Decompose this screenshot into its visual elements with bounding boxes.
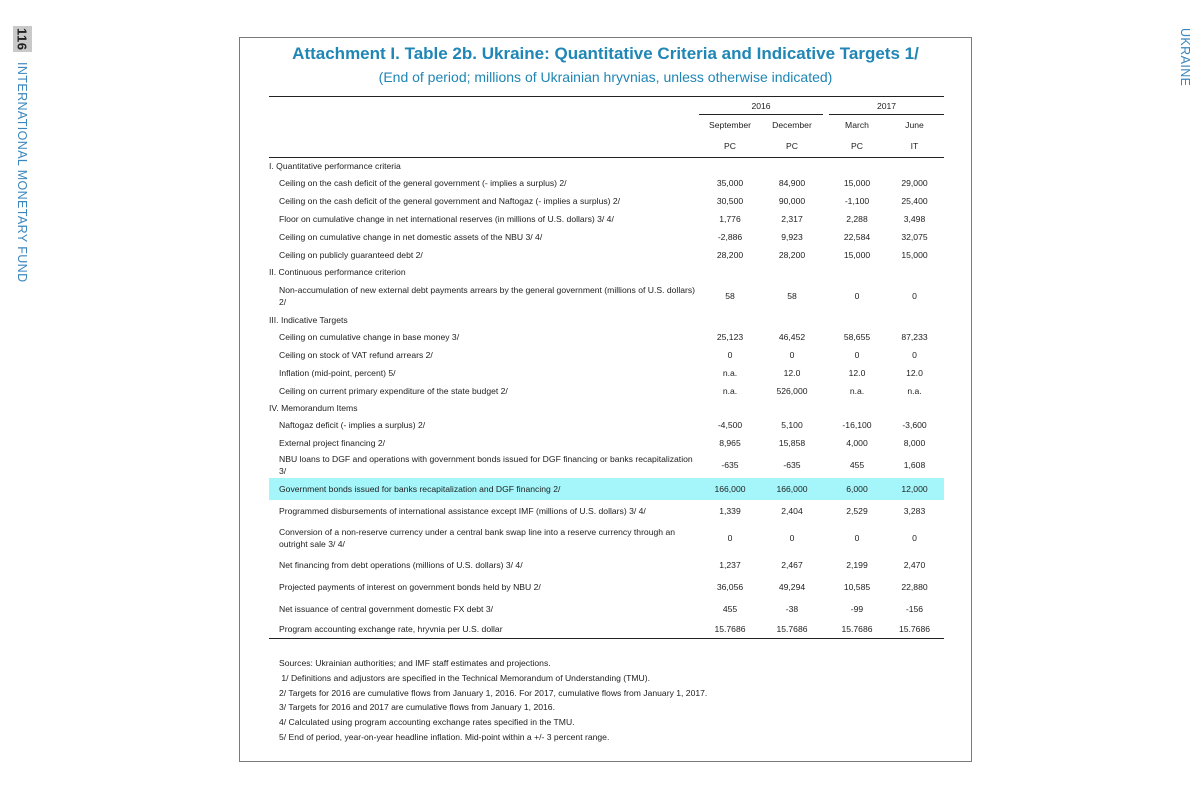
running-head-right: UKRAINE — [1178, 28, 1192, 87]
cell-value: 15,000 — [901, 250, 928, 260]
row-label: Naftogaz deficit (- implies a surplus) 2/ — [279, 420, 426, 430]
row-label: Ceiling on current primary expenditure of the state budget 2/ — [279, 386, 508, 396]
row-label: Government bonds issued for banks recapitalization and DGF financing 2/ — [269, 478, 699, 500]
header-status: IT — [885, 135, 944, 158]
cell-value: -38 — [785, 604, 799, 614]
table-row — [269, 210, 944, 228]
row-label: Ceiling on stock of VAT refund arrears 2/ — [279, 350, 433, 360]
cell-value: 0 — [912, 533, 917, 543]
cell-value: 15.7686 — [761, 620, 823, 639]
cell-value: 0 — [854, 291, 860, 301]
cell-value: 2,288 — [846, 214, 868, 224]
cell-value: 2,199 — [846, 560, 868, 570]
footnote: 4/ Calculated using program accounting exchange rates specified in the TMU. — [279, 717, 575, 728]
running-head-left: INTERNATIONAL MONETARY FUND — [15, 62, 29, 284]
cell-value: 0 — [789, 350, 795, 360]
table-row — [269, 576, 944, 598]
cell-value: n.a. — [849, 386, 865, 396]
cell-value: -4,500 — [717, 420, 743, 430]
cell-value: 2,529 — [846, 506, 868, 516]
cell-value: 8,965 — [719, 438, 741, 448]
table-title: Attachment I. Table 2b. Ukraine: Quantitative Criteria and Indicative Targets 1/ — [292, 44, 919, 63]
footnote: 2/ Targets for 2016 are cumulative flows from January 1, 2016. For 2017, cumulative flows from January 1, 2017. — [279, 687, 708, 698]
table-row — [269, 522, 944, 554]
header-years-row — [269, 97, 944, 115]
cell-value: 58 — [787, 291, 797, 301]
cell-value: 166,000 — [761, 478, 823, 500]
row-label: Net issuance of central government domestic FX debt 3/ — [279, 604, 493, 614]
cell-value: 8,000 — [903, 438, 926, 448]
footnote: 3/ Targets for 2016 and 2017 are cumulative flows from January 1, 2016. — [279, 702, 555, 713]
cell-value: 0 — [912, 291, 917, 301]
cell-value: 0 — [789, 533, 795, 543]
cell-value: 87,233 — [901, 332, 928, 342]
page-number: 116 — [14, 28, 30, 51]
cell-value: 15.7686 — [885, 620, 944, 639]
cell-value: 25,123 — [716, 332, 744, 342]
cell-value: 58,655 — [843, 332, 871, 342]
table-row — [269, 246, 944, 264]
section-heading: I. Quantitative performance criteria — [269, 161, 401, 171]
cell-value: 25,400 — [901, 196, 928, 206]
cell-value: 22,880 — [901, 582, 928, 592]
cell-value: 0 — [854, 533, 860, 543]
header-status-row — [269, 135, 944, 158]
cell-value: 455 — [722, 604, 738, 614]
cell-value: n.a. — [722, 368, 738, 378]
cell-value: 32,075 — [901, 232, 928, 242]
row-label: Floor on cumulative change in net international reserves (in millions of U.S. dollars) 3/ 4/ — [279, 214, 614, 224]
cell-value: 2,467 — [781, 560, 803, 570]
row-label: Conversion of a non-reserve currency under a central bank swap line into a reserve currency through an outright sale 3/ 4/ — [279, 527, 676, 549]
table-subtitle: (End of period; millions of Ukrainian hryvnias, unless otherwise indicated) — [378, 69, 833, 85]
cell-value: 10,585 — [843, 582, 871, 592]
row-label: Ceiling on cumulative change in base money 3/ — [279, 332, 460, 342]
header-status: PC — [699, 135, 761, 158]
row-label: Ceiling on the cash deficit of the general government and Naftogaz (- implies a surplus) 2/ — [279, 196, 621, 206]
table-row — [269, 434, 944, 452]
header-month: March — [845, 120, 869, 130]
cell-value: -156 — [905, 604, 924, 614]
table-row-highlighted — [269, 478, 944, 500]
cell-value: -1,100 — [844, 196, 870, 206]
cell-value: 15.7686 — [699, 620, 761, 639]
table-row — [269, 328, 944, 346]
table-row — [269, 192, 944, 210]
cell-value: 58 — [725, 291, 735, 301]
sources-note: Sources: Ukrainian authorities; and IMF staff estimates and projections. — [279, 658, 551, 668]
footnote: 1/ Definitions and adjustors are specified in the Technical Memorandum of Understanding (TMU). — [279, 672, 650, 683]
table-row — [269, 416, 944, 434]
table-row — [269, 554, 944, 576]
cell-value: 84,900 — [778, 178, 806, 188]
cell-value: 28,200 — [778, 250, 806, 260]
cell-value: 3,498 — [903, 214, 926, 224]
cell-value: 0 — [727, 533, 733, 543]
row-label: Ceiling on publicly guaranteed debt 2/ — [279, 250, 423, 260]
cell-value: 36,056 — [716, 582, 744, 592]
cell-value: -2,886 — [717, 232, 743, 242]
cell-value: -3,600 — [902, 420, 927, 430]
cell-value: 1,776 — [719, 214, 741, 224]
header-month: June — [905, 120, 924, 130]
row-label: NBU loans to DGF and operations with government bonds issued for DGF financing or banks recapitalization 3/ — [279, 454, 693, 476]
cell-value: 15,858 — [778, 438, 806, 448]
section-heading: II. Continuous performance criterion — [269, 267, 406, 277]
cell-value: 2,404 — [781, 506, 803, 516]
cell-value: 15,000 — [843, 178, 871, 188]
table-notes — [279, 656, 707, 745]
section-heading: IV. Memorandum Items — [269, 403, 358, 413]
row-label: Inflation (mid-point, percent) 5/ — [279, 368, 396, 378]
table-frame — [239, 37, 972, 762]
cell-value: 0 — [854, 350, 860, 360]
cell-value: 12.0 — [848, 368, 866, 378]
header-year-2017: 2017 — [829, 97, 944, 115]
row-label: Projected payments of interest on government bonds held by NBU 2/ — [279, 582, 541, 592]
cell-value: 46,452 — [778, 332, 806, 342]
table-row — [269, 620, 944, 639]
cell-value: 166,000 — [699, 478, 761, 500]
table-row — [269, 228, 944, 246]
cell-value: 29,000 — [901, 178, 928, 188]
table-row — [269, 174, 944, 192]
section-heading-row — [269, 264, 944, 280]
table-row — [269, 500, 944, 522]
cell-value: 2,317 — [781, 214, 803, 224]
row-label: Ceiling on the cash deficit of the general government (- implies a surplus) 2/ — [279, 178, 567, 188]
cell-value: 0 — [727, 350, 733, 360]
cell-value: 5,100 — [781, 420, 803, 430]
header-blank — [269, 115, 699, 136]
cell-value: 12.0 — [906, 368, 923, 378]
cell-value: 1,237 — [719, 560, 741, 570]
section-heading: III. Indicative Targets — [269, 315, 348, 325]
header-month: September — [708, 120, 752, 130]
cell-value: 0 — [912, 350, 917, 360]
section-heading-row — [269, 312, 944, 328]
header-blank — [269, 135, 699, 158]
header-status: PC — [761, 135, 823, 158]
cell-value: 22,584 — [843, 232, 871, 242]
cell-value: 12.0 — [783, 368, 801, 378]
header-year-2016: 2016 — [699, 97, 823, 115]
footnote: 5/ End of period, year-on-year headline inflation. Mid-point within a +/- 3 percent range. — [279, 731, 610, 742]
cell-value: 35,000 — [716, 178, 744, 188]
cell-value: -16,100 — [842, 420, 872, 430]
header-months-row — [269, 115, 944, 136]
table-row — [269, 382, 944, 400]
cell-value: 30,500 — [716, 196, 744, 206]
header-status: PC — [829, 135, 885, 158]
table-row — [269, 364, 944, 382]
cell-value: 6,000 — [829, 478, 885, 500]
cell-value: 1,339 — [719, 506, 741, 516]
criteria-table — [269, 96, 944, 639]
section-heading-row — [269, 158, 944, 175]
table-body — [269, 158, 944, 639]
left-margin — [10, 26, 34, 283]
header-blank — [269, 97, 699, 115]
cell-value: 49,294 — [778, 582, 806, 592]
cell-value: -99 — [850, 604, 864, 614]
cell-value: 2,470 — [903, 560, 926, 570]
row-label: Program accounting exchange rate, hryvnia per U.S. dollar — [269, 620, 699, 639]
row-label: Non-accumulation of new external debt payments arrears by the general government (millions of U.S. dollars) 2/ — [279, 285, 696, 307]
table-row — [269, 346, 944, 364]
cell-value: 28,200 — [716, 250, 744, 260]
cell-value: 4,000 — [846, 438, 868, 448]
cell-value: 15,000 — [843, 250, 871, 260]
cell-value: 455 — [849, 460, 865, 470]
cell-value: 1,608 — [903, 460, 926, 470]
section-heading-row — [269, 400, 944, 416]
cell-value: 90,000 — [778, 196, 806, 206]
cell-value: 15.7686 — [829, 620, 885, 639]
cell-value: 3,283 — [903, 506, 926, 516]
cell-value: n.a. — [722, 386, 738, 396]
cell-value: 12,000 — [885, 478, 944, 500]
cell-value: 526,000 — [776, 386, 808, 396]
cell-value: -635 — [783, 460, 801, 470]
table-row — [269, 452, 944, 478]
row-label: External project financing 2/ — [279, 438, 386, 448]
cell-value: 9,923 — [781, 232, 803, 242]
table-row — [269, 280, 944, 312]
header-month: December — [772, 120, 812, 130]
row-label: Programmed disbursements of international assistance except IMF (millions of U.S. dollars) 3/ 4/ — [279, 506, 646, 516]
table-row — [269, 598, 944, 620]
cell-value: -635 — [721, 460, 739, 470]
row-label: Net financing from debt operations (millions of U.S. dollars) 3/ 4/ — [279, 560, 523, 570]
row-label: Ceiling on cumulative change in net domestic assets of the NBU 3/ 4/ — [279, 232, 543, 242]
cell-value: n.a. — [907, 386, 922, 396]
